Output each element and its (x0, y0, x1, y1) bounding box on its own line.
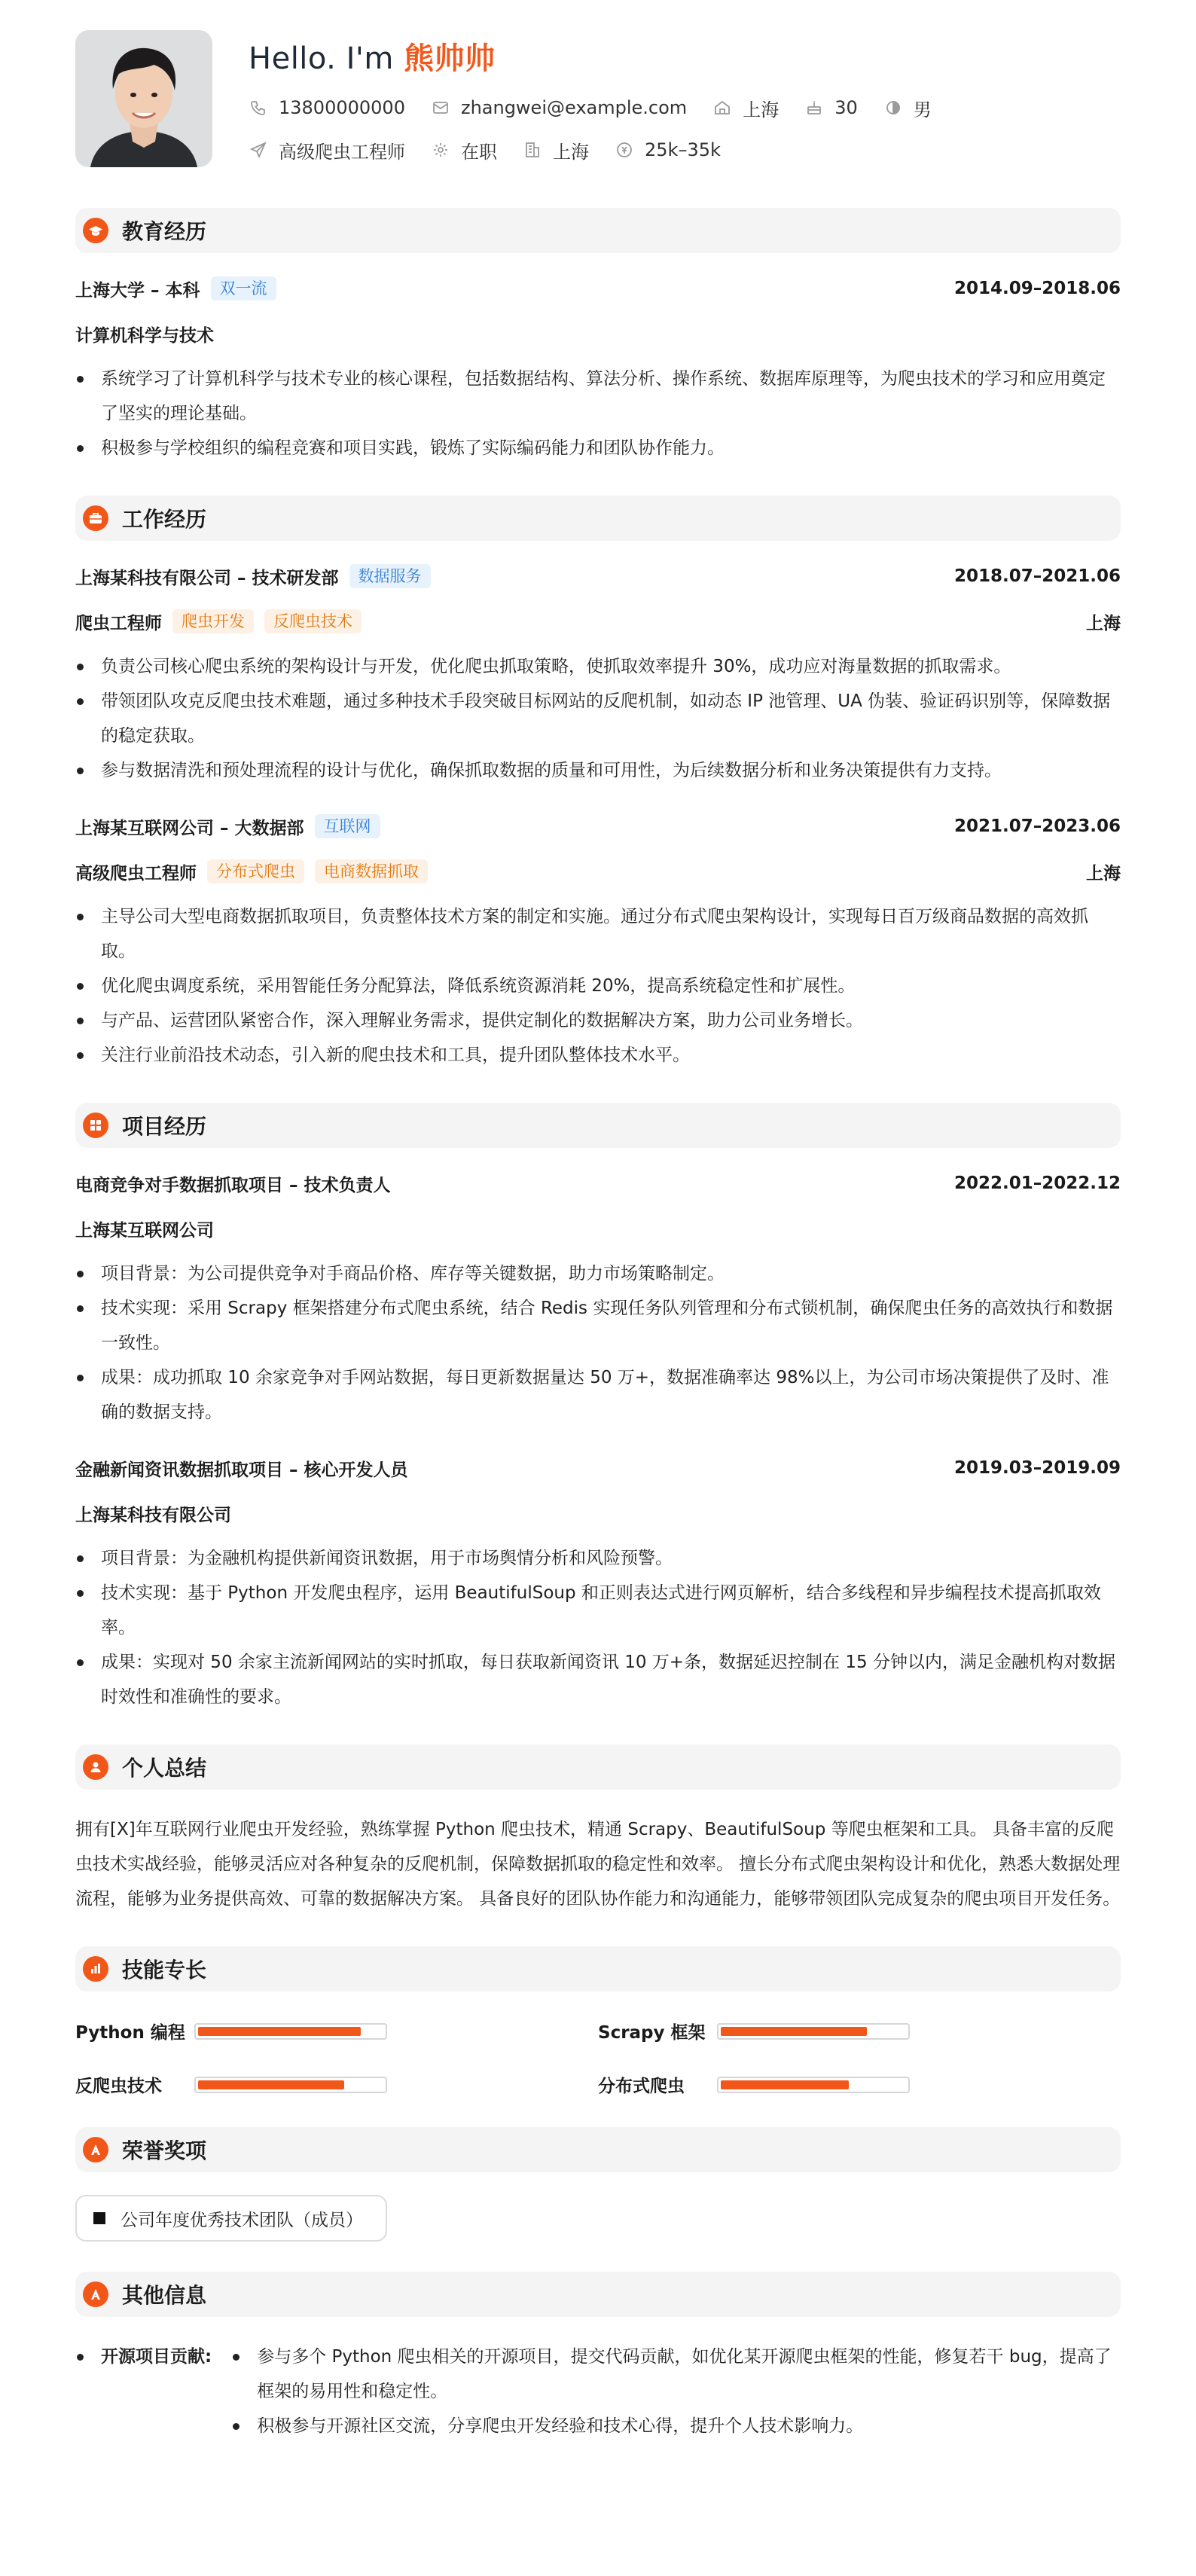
city-item (712, 95, 779, 121)
skill-level-fill (198, 2027, 361, 2036)
coin-icon (615, 140, 634, 160)
section-header (75, 2127, 1121, 2172)
resume-header (75, 30, 1121, 169)
project-company: 上海某互联网公司 (75, 1220, 214, 1241)
other-section (75, 2272, 1121, 2443)
company-row (75, 813, 1121, 839)
gender-item (883, 95, 932, 121)
role-row (75, 859, 1121, 884)
section-header (75, 1946, 1121, 1992)
status-value: 在职 (461, 141, 497, 163)
section-header (75, 208, 1121, 253)
page-title (249, 35, 957, 78)
section-title: 项目经历 (122, 1114, 207, 1139)
skill-level-fill (198, 2080, 344, 2089)
skill-item (598, 2019, 1121, 2043)
project-row (75, 1170, 1121, 1196)
work-location: 上海 (1086, 613, 1121, 633)
phone-number[interactable]: 13800000000 (279, 97, 405, 118)
list-item: 积极参与开源社区交流，分享爬虫开发经验和技术心得，提升个人技术影响力。 (231, 2409, 1121, 2443)
mail-icon (431, 98, 450, 118)
grid-icon (83, 1113, 108, 1138)
email-address[interactable]: zhangwei@example.com (460, 97, 688, 118)
job-intent-row (249, 138, 957, 162)
square-bullet-icon (93, 2212, 105, 2224)
list-item: 技术实现：基于 Python 开发爬虫程序，运用 BeautifulSoup 和正则表达式进行网页解析，结合多线程和异步编程技术提高抓取效率。 (75, 1576, 1121, 1645)
company-row (75, 563, 1121, 589)
work-details (75, 899, 1121, 1073)
list-item: 关注行业前沿技术动态，引入新的爬虫技术和工具，提升团队整体技术水平。 (75, 1038, 1121, 1073)
skill-level-bar (717, 2023, 910, 2040)
honors-section (75, 2127, 1121, 2242)
project-date: 2022.01–2022.12 (953, 1174, 1121, 1193)
major-name: 计算机科学与技术 (75, 325, 214, 346)
role-row (75, 609, 1121, 634)
project-entry (75, 1455, 1121, 1714)
list-item: 技术实现：采用 Scrapy 框架搭建分布式爬虫系统，结合 Redis 实现任务队列管理和分布式锁机制，确保爬虫任务的高效执行和数据一致性。 (75, 1291, 1121, 1360)
building-icon (523, 140, 542, 160)
skill-name: Python 编程 (75, 2023, 185, 2043)
age-item (804, 97, 858, 118)
list-item: 积极参与学校组织的编程竞赛和项目实践，锻炼了实际编码能力和团队协作能力。 (75, 431, 1121, 465)
list-item: 项目背景：为公司提供竞争对手商品价格、库存等关键数据，助力市场策略制定。 (75, 1256, 1121, 1291)
project-company-row (75, 1216, 1121, 1241)
project-entry (75, 1170, 1121, 1430)
list-item: 与产品、运营团队紧密合作，深入理解业务需求，提供定制化的数据解决方案，助力公司业务增长。 (75, 1003, 1121, 1038)
section-header (75, 2272, 1121, 2317)
work-details (75, 649, 1121, 788)
list-item: 成果：实现对 50 余家主流新闻网站的实时抓取，每日获取新闻资讯 10 万+条，数据延迟控制在 15 分钟以内，满足金融机构对数据时效性和准确性的要求。 (75, 1645, 1121, 1714)
role-tag: 爬虫开发 (172, 609, 254, 633)
work-location: 上海 (1086, 863, 1121, 884)
phone-item (249, 97, 405, 118)
skill-level-fill (721, 2027, 867, 2036)
gender-value: 男 (913, 99, 932, 121)
list-item: 优化爬虫调度系统，采用智能任务分配算法，降低系统资源消耗 20%，提高系统稳定性和扩展性。 (75, 969, 1121, 1003)
role-name: 爬虫工程师 (75, 613, 162, 633)
section-title: 教育经历 (122, 219, 207, 244)
role-tag: 分布式爬虫 (207, 859, 304, 884)
gear-icon (431, 140, 450, 160)
school-name: 上海大学 – 本科 (75, 280, 200, 301)
list-item: 参与数据清洗和预处理流程的设计与优化，确保抓取数据的质量和可用性，为后续数据分析和业务决策提供有力支持。 (75, 753, 1121, 788)
skill-name: 分布式爬虫 (598, 2077, 685, 2096)
work-entry (75, 813, 1121, 1073)
projects-section (75, 1103, 1121, 1714)
target-city-item (523, 137, 589, 163)
role-tag: 反爬虫技术 (264, 609, 362, 633)
greeting-text: Hello. I'm (249, 41, 404, 76)
open-source-label: 开源项目贡献: (75, 2339, 212, 2443)
project-name: 电商竞争对手数据抓取项目 – 技术负责人 (75, 1175, 391, 1195)
project-name: 金融新闻资讯数据抓取项目 – 核心开发人员 (75, 1460, 408, 1480)
send-icon (249, 140, 268, 160)
major-row (75, 321, 1121, 346)
skill-level-bar (717, 2077, 910, 2093)
company-name: 上海某科技有限公司 – 技术研发部 (75, 568, 339, 588)
list-item: 带领团队攻克反爬虫技术难题，通过多种技术手段突破目标网站的反爬机制，如动态 IP 池管理、UA 伪装、验证码识别等，保障数据的稳定获取。 (75, 684, 1121, 753)
company-name: 上海某互联网公司 – 大数据部 (75, 818, 304, 838)
skills-section (75, 1946, 1121, 2097)
candidate-name: 熊帅帅 (404, 41, 496, 76)
award-badge (75, 2195, 387, 2242)
header-info (249, 30, 957, 169)
education-details (75, 362, 1121, 465)
list-item: 项目背景：为金融机构提供新闻资讯数据，用于市场舆情分析和风险预警。 (75, 1541, 1121, 1576)
skill-item (598, 2072, 1121, 2097)
list-item: 成果：成功抓取 10 余家竞争对手网站数据，每日更新数据量达 50 万+，数据准确率达 98%以上，为公司市场决策提供了及时、准确的数据支持。 (75, 1360, 1121, 1430)
salary-value: 25k–35k (645, 139, 721, 160)
section-header (75, 496, 1121, 541)
salary-item (615, 139, 721, 160)
briefcase-icon (83, 505, 108, 531)
project-details (75, 1541, 1121, 1714)
contact-row (249, 96, 957, 120)
section-title: 荣誉奖项 (122, 2138, 207, 2163)
skill-item (75, 2072, 598, 2097)
project-details (75, 1256, 1121, 1430)
project-row (75, 1455, 1121, 1481)
work-entry (75, 563, 1121, 788)
school-tag: 双一流 (211, 276, 276, 301)
other-info (75, 2339, 1121, 2443)
flag-icon (83, 2281, 108, 2307)
skill-name: 反爬虫技术 (75, 2077, 162, 2096)
target-city-value: 上海 (553, 141, 589, 163)
skills-grid (75, 2014, 1121, 2097)
role-tag: 电商数据抓取 (315, 859, 428, 884)
education-header-row (75, 276, 1121, 301)
section-header (75, 1103, 1121, 1148)
section-title: 个人总结 (122, 1756, 207, 1781)
skill-item (75, 2019, 598, 2043)
position-item (249, 137, 405, 163)
section-title: 其他信息 (122, 2283, 207, 2308)
company-tag: 互联网 (315, 814, 380, 838)
section-header (75, 1744, 1121, 1790)
home-icon (712, 98, 732, 118)
work-date: 2018.07–2021.06 (953, 566, 1121, 586)
open-source-details (231, 2339, 1121, 2443)
list-item: 系统学习了计算机科学与技术专业的核心课程，包括数据结构、算法分析、操作系统、数据库原理等，为爬虫技术的学习和应用奠定了坚实的理论基础。 (75, 362, 1121, 431)
section-title: 工作经历 (122, 507, 207, 532)
graduation-cap-icon (83, 218, 108, 243)
project-company: 上海某科技有限公司 (75, 1505, 231, 1525)
company-tag: 数据服务 (349, 564, 431, 588)
section-title: 技能专长 (122, 1958, 207, 1982)
city-value: 上海 (743, 99, 780, 121)
skill-name: Scrapy 框架 (598, 2023, 706, 2043)
skill-level-bar (194, 2077, 387, 2093)
gender-icon (883, 98, 903, 118)
summary-section (75, 1744, 1121, 1916)
project-date: 2019.03–2019.09 (953, 1458, 1121, 1478)
award-text: 公司年度优秀技术团队（成员） (121, 2210, 363, 2230)
position-value: 高级爬虫工程师 (279, 141, 405, 163)
skill-level-fill (721, 2080, 849, 2089)
skill-level-bar (194, 2023, 387, 2040)
role-name: 高级爬虫工程师 (75, 863, 197, 884)
list-item: 负责公司核心爬虫系统的架构设计与开发，优化爬虫抓取策略，使抓取效率提升 30%，成功应对海量数据的抓取需求。 (75, 649, 1121, 684)
education-section (75, 208, 1121, 465)
email-item (431, 97, 687, 118)
education-date: 2014.09–2018.06 (953, 279, 1121, 298)
list-item: 参与多个 Python 爬虫相关的开源项目，提交代码贡献，如优化某开源爬虫框架的性能，修复若干 bug，提高了框架的易用性和稳定性。 (231, 2339, 1121, 2409)
work-date: 2021.07–2023.06 (953, 816, 1121, 836)
work-section (75, 496, 1121, 1073)
cake-icon (804, 98, 824, 118)
list-item: 主导公司大型电商数据抓取项目，负责整体技术方案的制定和实施。通过分布式爬虫架构设计，实现每日百万级商品数据的高效抓取。 (75, 899, 1121, 969)
avatar (75, 30, 212, 167)
user-icon (83, 1754, 108, 1780)
summary-text: 拥有[X]年互联网行业爬虫开发经验，熟练掌握 Python 爬虫技术，精通 Scrapy、BeautifulSoup 等爬虫框架和工具。 具备丰富的反爬虫技术实战经验，能够灵活应对各种复杂的反爬机制，保障数据抓取的稳定性和效率。 擅长分布式爬虫架构设计和优化，熟悉大数据处理流程，能够为业务提供高效、可靠的数据解决方案。 具备良好的团队协作能力和沟通能力，能够带领团队完成复杂的爬虫项目开发任务。 (75, 1820, 1121, 1909)
project-company-row (75, 1500, 1121, 1526)
award-icon (83, 2137, 108, 2162)
phone-icon (249, 98, 268, 118)
status-item (431, 137, 497, 163)
chart-icon (83, 1956, 108, 1982)
age-value: 30 (834, 97, 858, 118)
